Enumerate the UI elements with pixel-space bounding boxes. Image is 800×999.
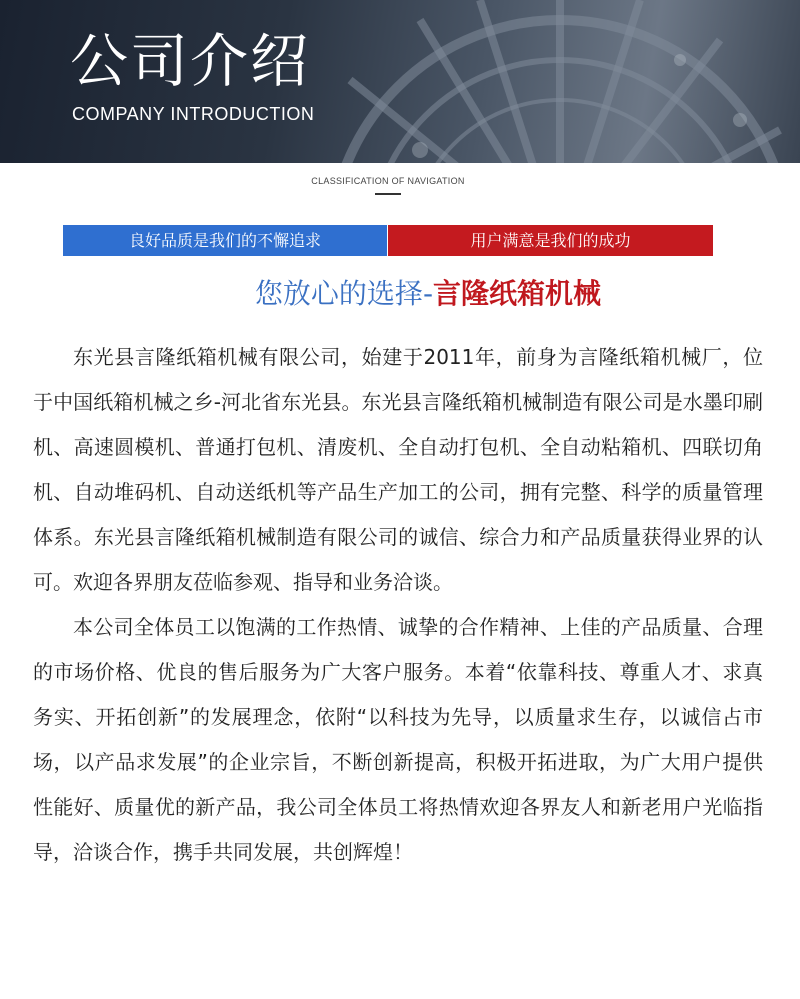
headline	[0, 272, 800, 312]
page-subtitle: COMPANY INTRODUCTION	[72, 104, 315, 124]
headline-lead: 您放心的选择	[254, 277, 423, 310]
headline-separator: -	[422, 277, 434, 310]
page-title: 公司介绍	[70, 27, 311, 95]
satisfaction-slogan-bar: 用户满意是我们的成功	[388, 225, 713, 256]
paragraph-philosophy: 本公司全体员工以饱满的工作热情、诚挚的合作精神、上佳的产品质量、合理的市场价格、优良的售后服务为广大客户服务。本着“依靠科技、尊重人才、求真务实、开拓创新”的发展理念，依附“以科技为先导，以质量求生存，以诚信占市场，以产品求发展”的企业宗旨，不断创新提高，积极开拓进取，为广大用户提供性能好、质量优的新产品，我公司全体员工将热情欢迎各界友人和新老用户光临指导，洽谈合作，携手共同发展，共创辉煌！	[33, 615, 763, 864]
quality-slogan-bar: 良好品质是我们的不懈追求	[63, 225, 387, 256]
headline-brand: 言隆纸箱机械	[433, 277, 602, 310]
header-banner	[0, 0, 800, 163]
paragraph-history: 东光县言隆纸箱机械有限公司，始建于2011年，前身为言隆纸箱机械厂，位于中国纸箱机械之乡-河北省东光县。东光县言隆纸箱机械制造有限公司是水墨印刷机、高速圆模机、普通打包机、清废机、全自动打包机、全自动粘箱机、四联切角机、自动堆码机、自动送纸机等产品生产加工的公司，拥有完整、科学的质量管理体系。东光县言隆纸箱机械制造有限公司的诚信、综合力和产品质量获得业界的认可。欢迎各界朋友莅临参观、指导和业务洽谈。	[33, 345, 763, 594]
caption-divider	[375, 193, 401, 195]
company-description	[33, 335, 763, 875]
navigation-caption: CLASSIFICATION OF NAVIGATION	[311, 176, 465, 186]
